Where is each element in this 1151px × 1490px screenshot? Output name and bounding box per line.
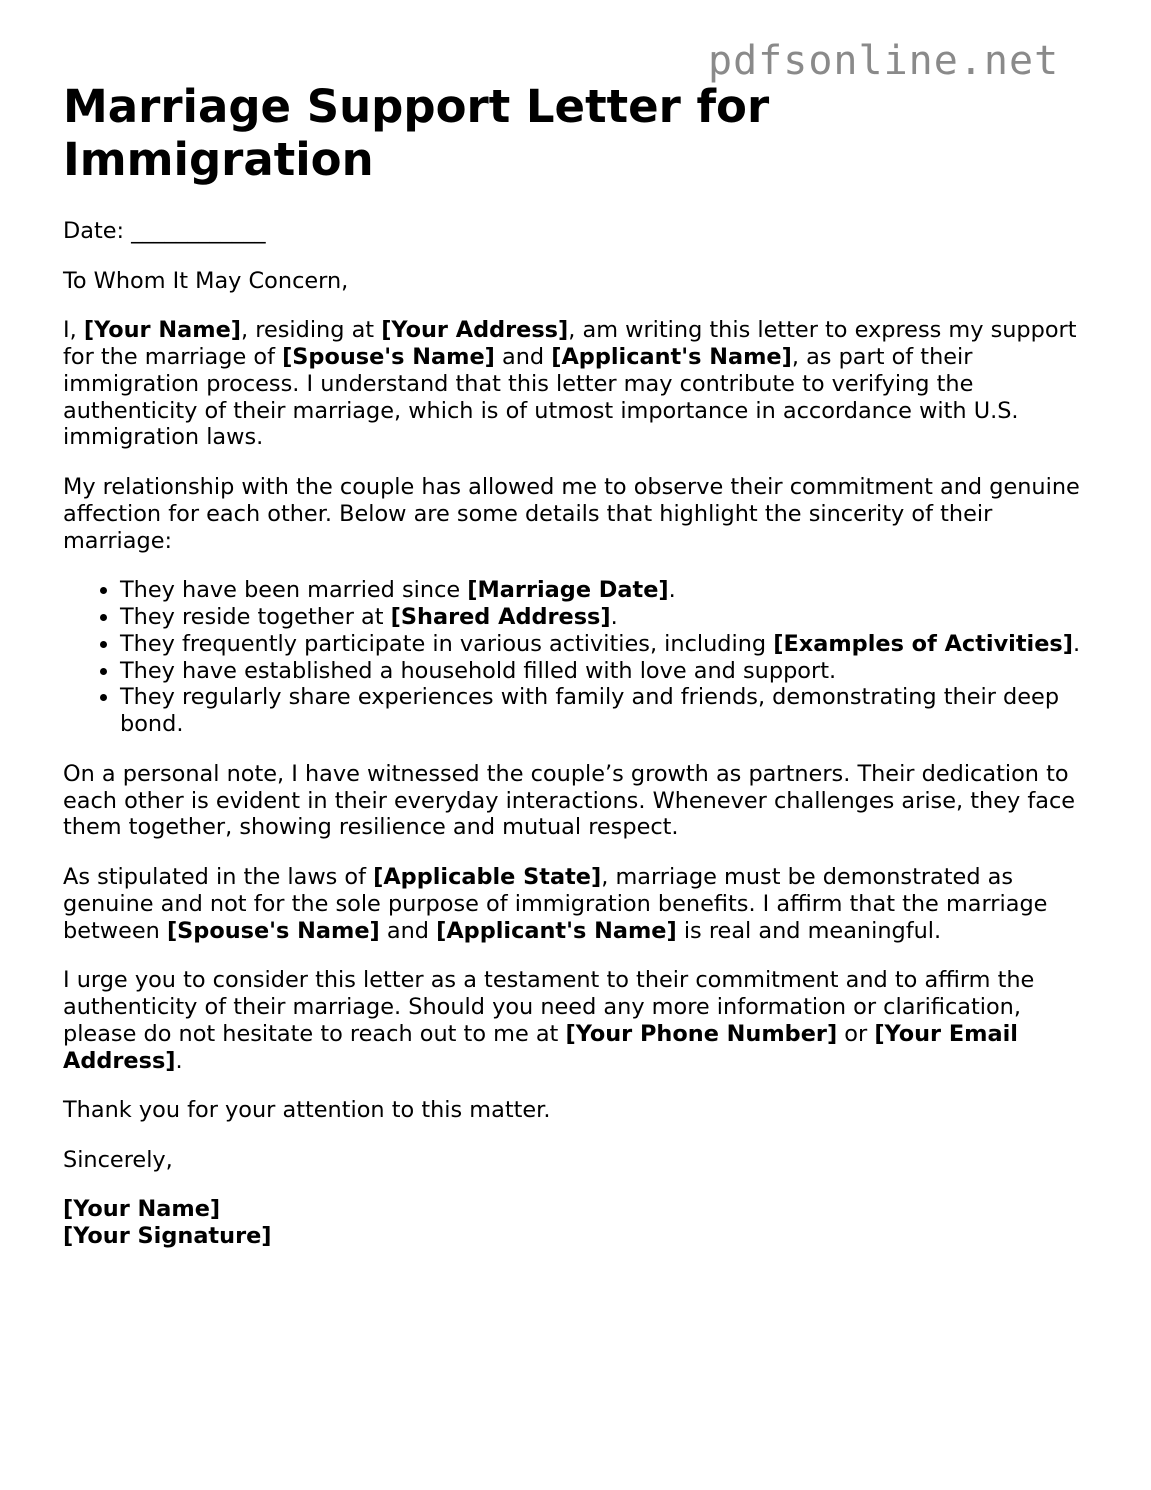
signature-placeholder: [Your Signature]: [63, 1223, 272, 1250]
text-segment: I,: [63, 317, 84, 344]
salutation: To Whom It May Concern,: [63, 267, 349, 294]
placeholder-spouse-name: [Spouse's Name]: [282, 343, 495, 370]
text-segment: , as part of their immigration process. I understand that this letter may contribute to verifying the authenticity of their marriage, which is of utmost importance in accordance with U.S. immigration laws.: [63, 343, 1019, 451]
placeholder-shared-address: [Shared Address]: [390, 603, 611, 630]
details-list: [63, 577, 1093, 738]
placeholder-email-address: [Your Email Address]: [63, 1020, 1018, 1074]
placeholder-applicant-name: [Applicant's Name]: [551, 343, 792, 370]
paragraph-relationship: My relationship with the couple has allowed me to observe their commitment and genuine affection for each other. Below are some details that highlight the sincerity of their marriage:: [63, 473, 1080, 554]
watermark: pdfsonline.net: [708, 38, 1060, 84]
letter-page: [63, 80, 1093, 1273]
letter-body: [63, 218, 1093, 1250]
placeholder-marriage-date: [Marriage Date]: [467, 577, 669, 604]
date-line: Date: ____________: [63, 218, 266, 244]
signature-block: [63, 1196, 1093, 1250]
placeholder-applicable-state: [Applicable State]: [373, 863, 602, 890]
thanks-line: Thank you for your attention to this matter.: [63, 1097, 551, 1124]
list-item: • They have established a household filled with love and support.: [120, 658, 1093, 685]
placeholder-phone-number: [Your Phone Number]: [565, 1020, 838, 1047]
paragraph-personal-note: On a personal note, I have witnessed the couple’s growth as partners. Their dedication to each other is evident in their everyday interactions. Whenever challenges arise, they face them together, showing resilience and mutual respect.: [63, 760, 1076, 841]
signature-name: [Your Name]: [63, 1196, 221, 1223]
placeholder-your-name: [Your Name]: [83, 317, 241, 344]
page-title: Marriage Support Letter for Immigration: [63, 80, 770, 186]
list-item: • They reside together at [Shared Address].: [120, 604, 1093, 631]
placeholder-applicant-name: [Applicant's Name]: [436, 917, 677, 944]
text-segment: and: [494, 343, 552, 370]
text-segment: , am writing this letter to express my support for the marriage of: [63, 317, 1077, 370]
paragraph-legal: As stipulated in the laws of [Applicable State], marriage must be demonstrated as genuine and not for the sole purpose of immigration benefits. I affirm that the marriage between [Spouse's Name] and [Applicant's Name] is real and meaningful.: [63, 863, 1048, 944]
list-item: • They frequently participate in various activities, including [Examples of Activities].: [120, 631, 1093, 658]
closing-line: Sincerely,: [63, 1146, 173, 1173]
text-segment: , residing at: [241, 317, 382, 344]
list-item: • They regularly share experiences with family and friends, demonstrating their deep bond.: [120, 684, 1093, 738]
placeholder-activities: [Examples of Activities]: [773, 630, 1073, 657]
paragraph-intro: [63, 317, 1093, 451]
placeholder-spouse-name: [Spouse's Name]: [166, 917, 380, 944]
placeholder-your-address: [Your Address]: [381, 317, 569, 344]
list-item: • They have been married since [Marriage Date].: [120, 577, 1093, 604]
paragraph-urge: I urge you to consider this letter as a testament to their commitment and to affirm the authenticity of their marriage. Should you need any more information or clarification, please do not hesitate to reach out to me at [Your Phone Number] or [Your Email Address].: [63, 967, 1035, 1074]
